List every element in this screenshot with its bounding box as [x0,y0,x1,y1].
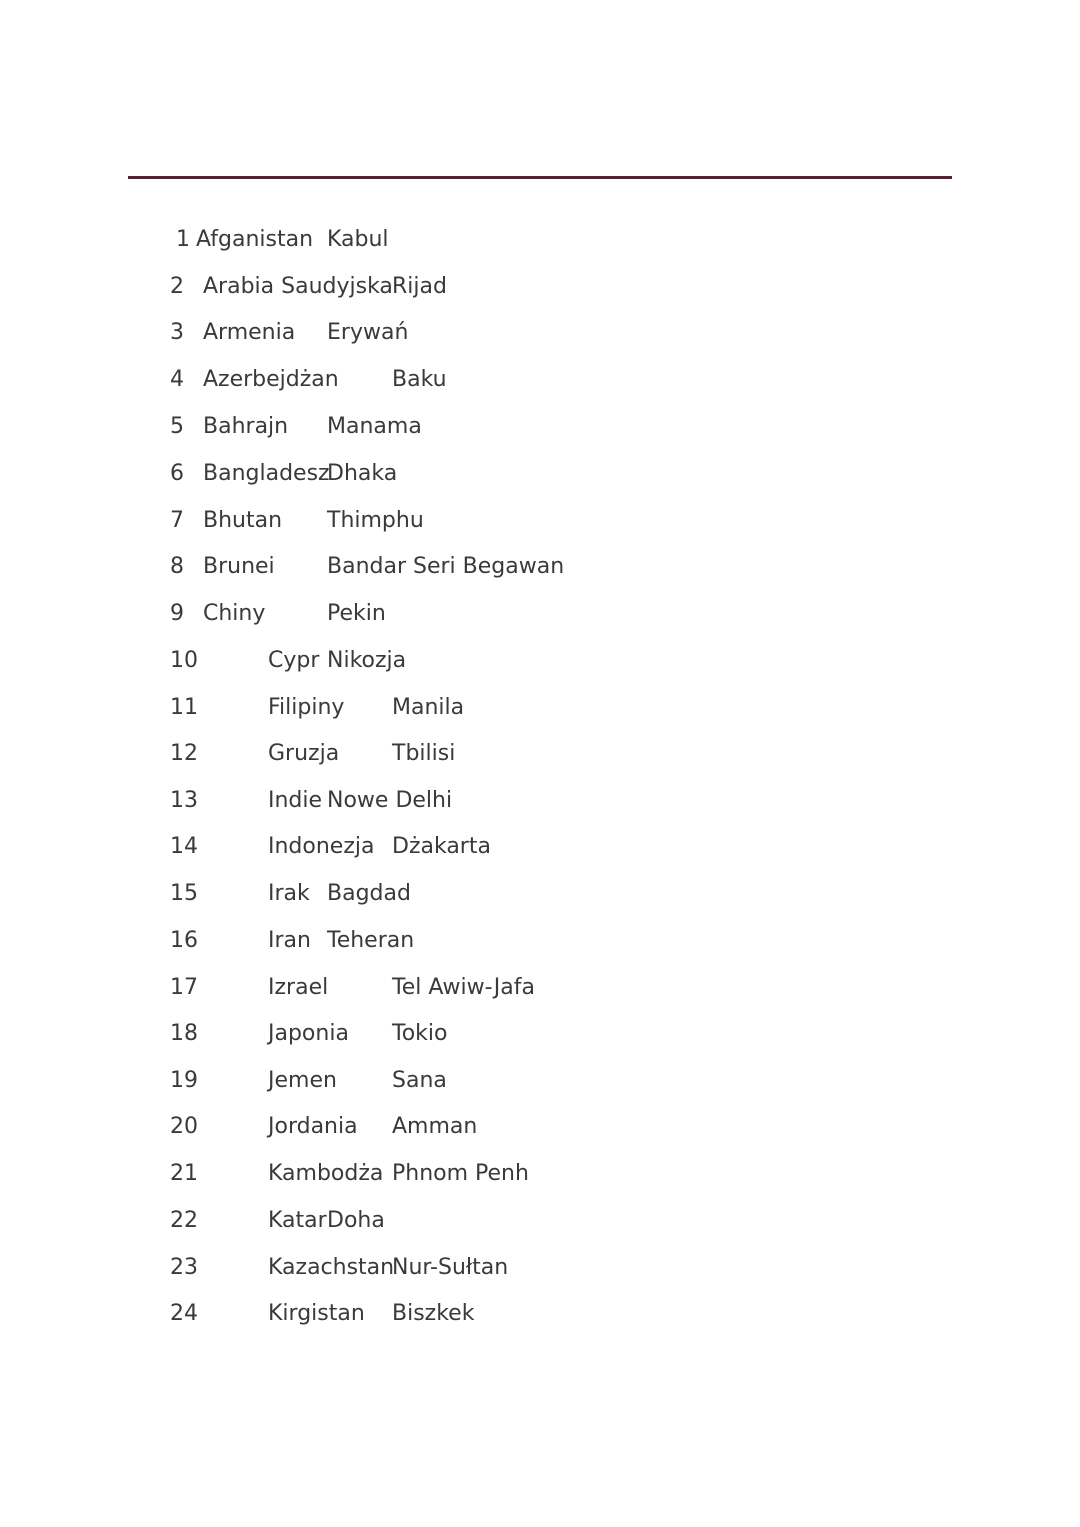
item-capital: Thimphu [327,508,424,533]
item-capital: Nikozja [327,648,407,673]
item-number: 14 [170,834,198,859]
item-country: Bangladesz [203,461,330,486]
item-capital: Amman [392,1114,478,1139]
item-capital: Bandar Seri Begawan [327,554,565,579]
item-capital: Manama [327,414,422,439]
item-capital: Bagdad [327,881,411,906]
item-number: 18 [170,1021,198,1046]
item-country: Arabia Saudyjska [203,274,393,299]
item-country: Irak [268,881,310,906]
item-capital: Tel Awiw-Jafa [392,975,535,1000]
item-number: 24 [170,1301,198,1326]
item-number: 17 [170,975,198,1000]
item-capital: Baku [392,367,447,392]
item-country: Kambodża [268,1161,384,1186]
item-number: 1 [176,227,190,252]
item-country: Jemen [268,1068,337,1093]
item-capital: Phnom Penh [392,1161,529,1186]
item-capital: Biszkek [392,1301,475,1326]
item-country: Kirgistan [268,1301,365,1326]
item-country: Katar [268,1208,327,1233]
item-capital: Rijad [392,274,447,299]
item-capital: Sana [392,1068,447,1093]
item-capital: Doha [327,1208,385,1233]
item-capital: Dhaka [327,461,398,486]
item-country: Bahrajn [203,414,289,439]
item-number: 15 [170,881,198,906]
item-country: Armenia [203,320,296,345]
item-number: 2 [170,274,184,299]
item-country: Iran [268,928,311,953]
item-capital: Manila [392,695,465,720]
item-capital: Erywań [327,320,409,345]
item-number: 10 [170,648,198,673]
item-country: Jordania [268,1114,358,1139]
item-number: 6 [170,461,184,486]
item-number: 3 [170,320,184,345]
item-number: 7 [170,508,184,533]
item-capital: Tokio [392,1021,448,1046]
item-capital: Nowe Delhi [327,788,453,813]
item-number: 8 [170,554,184,579]
item-capital: Teheran [327,928,415,953]
item-country: Bhutan [203,508,283,533]
item-country: Japonia [268,1021,349,1046]
item-capital: Nur-Sułtan [392,1255,509,1280]
item-number: 20 [170,1114,198,1139]
item-country: Kazachstan [268,1255,395,1280]
item-country: Indie [268,788,323,813]
item-number: 5 [170,414,184,439]
item-number: 9 [170,601,184,626]
item-capital: Dżakarta [392,834,491,859]
item-number: 19 [170,1068,198,1093]
item-number: 22 [170,1208,198,1233]
item-country: Azerbejdżan [203,367,339,392]
item-country: Filipiny [268,695,345,720]
item-country: Brunei [203,554,275,579]
item-number: 21 [170,1161,198,1186]
item-capital: Tbilisi [392,741,456,766]
item-country: Chiny [203,601,266,626]
item-country: Cypr [268,648,320,673]
item-capital: Pekin [327,601,386,626]
item-number: 12 [170,741,198,766]
item-capital: Kabul [327,227,389,252]
item-country: Gruzja [268,741,340,766]
item-country: Izrael [268,975,329,1000]
item-number: 16 [170,928,198,953]
item-number: 11 [170,695,198,720]
item-number: 23 [170,1255,198,1280]
item-number: 13 [170,788,198,813]
item-number: 4 [170,367,184,392]
item-country: Afganistan [196,227,314,252]
item-country: Indonezja [268,834,375,859]
